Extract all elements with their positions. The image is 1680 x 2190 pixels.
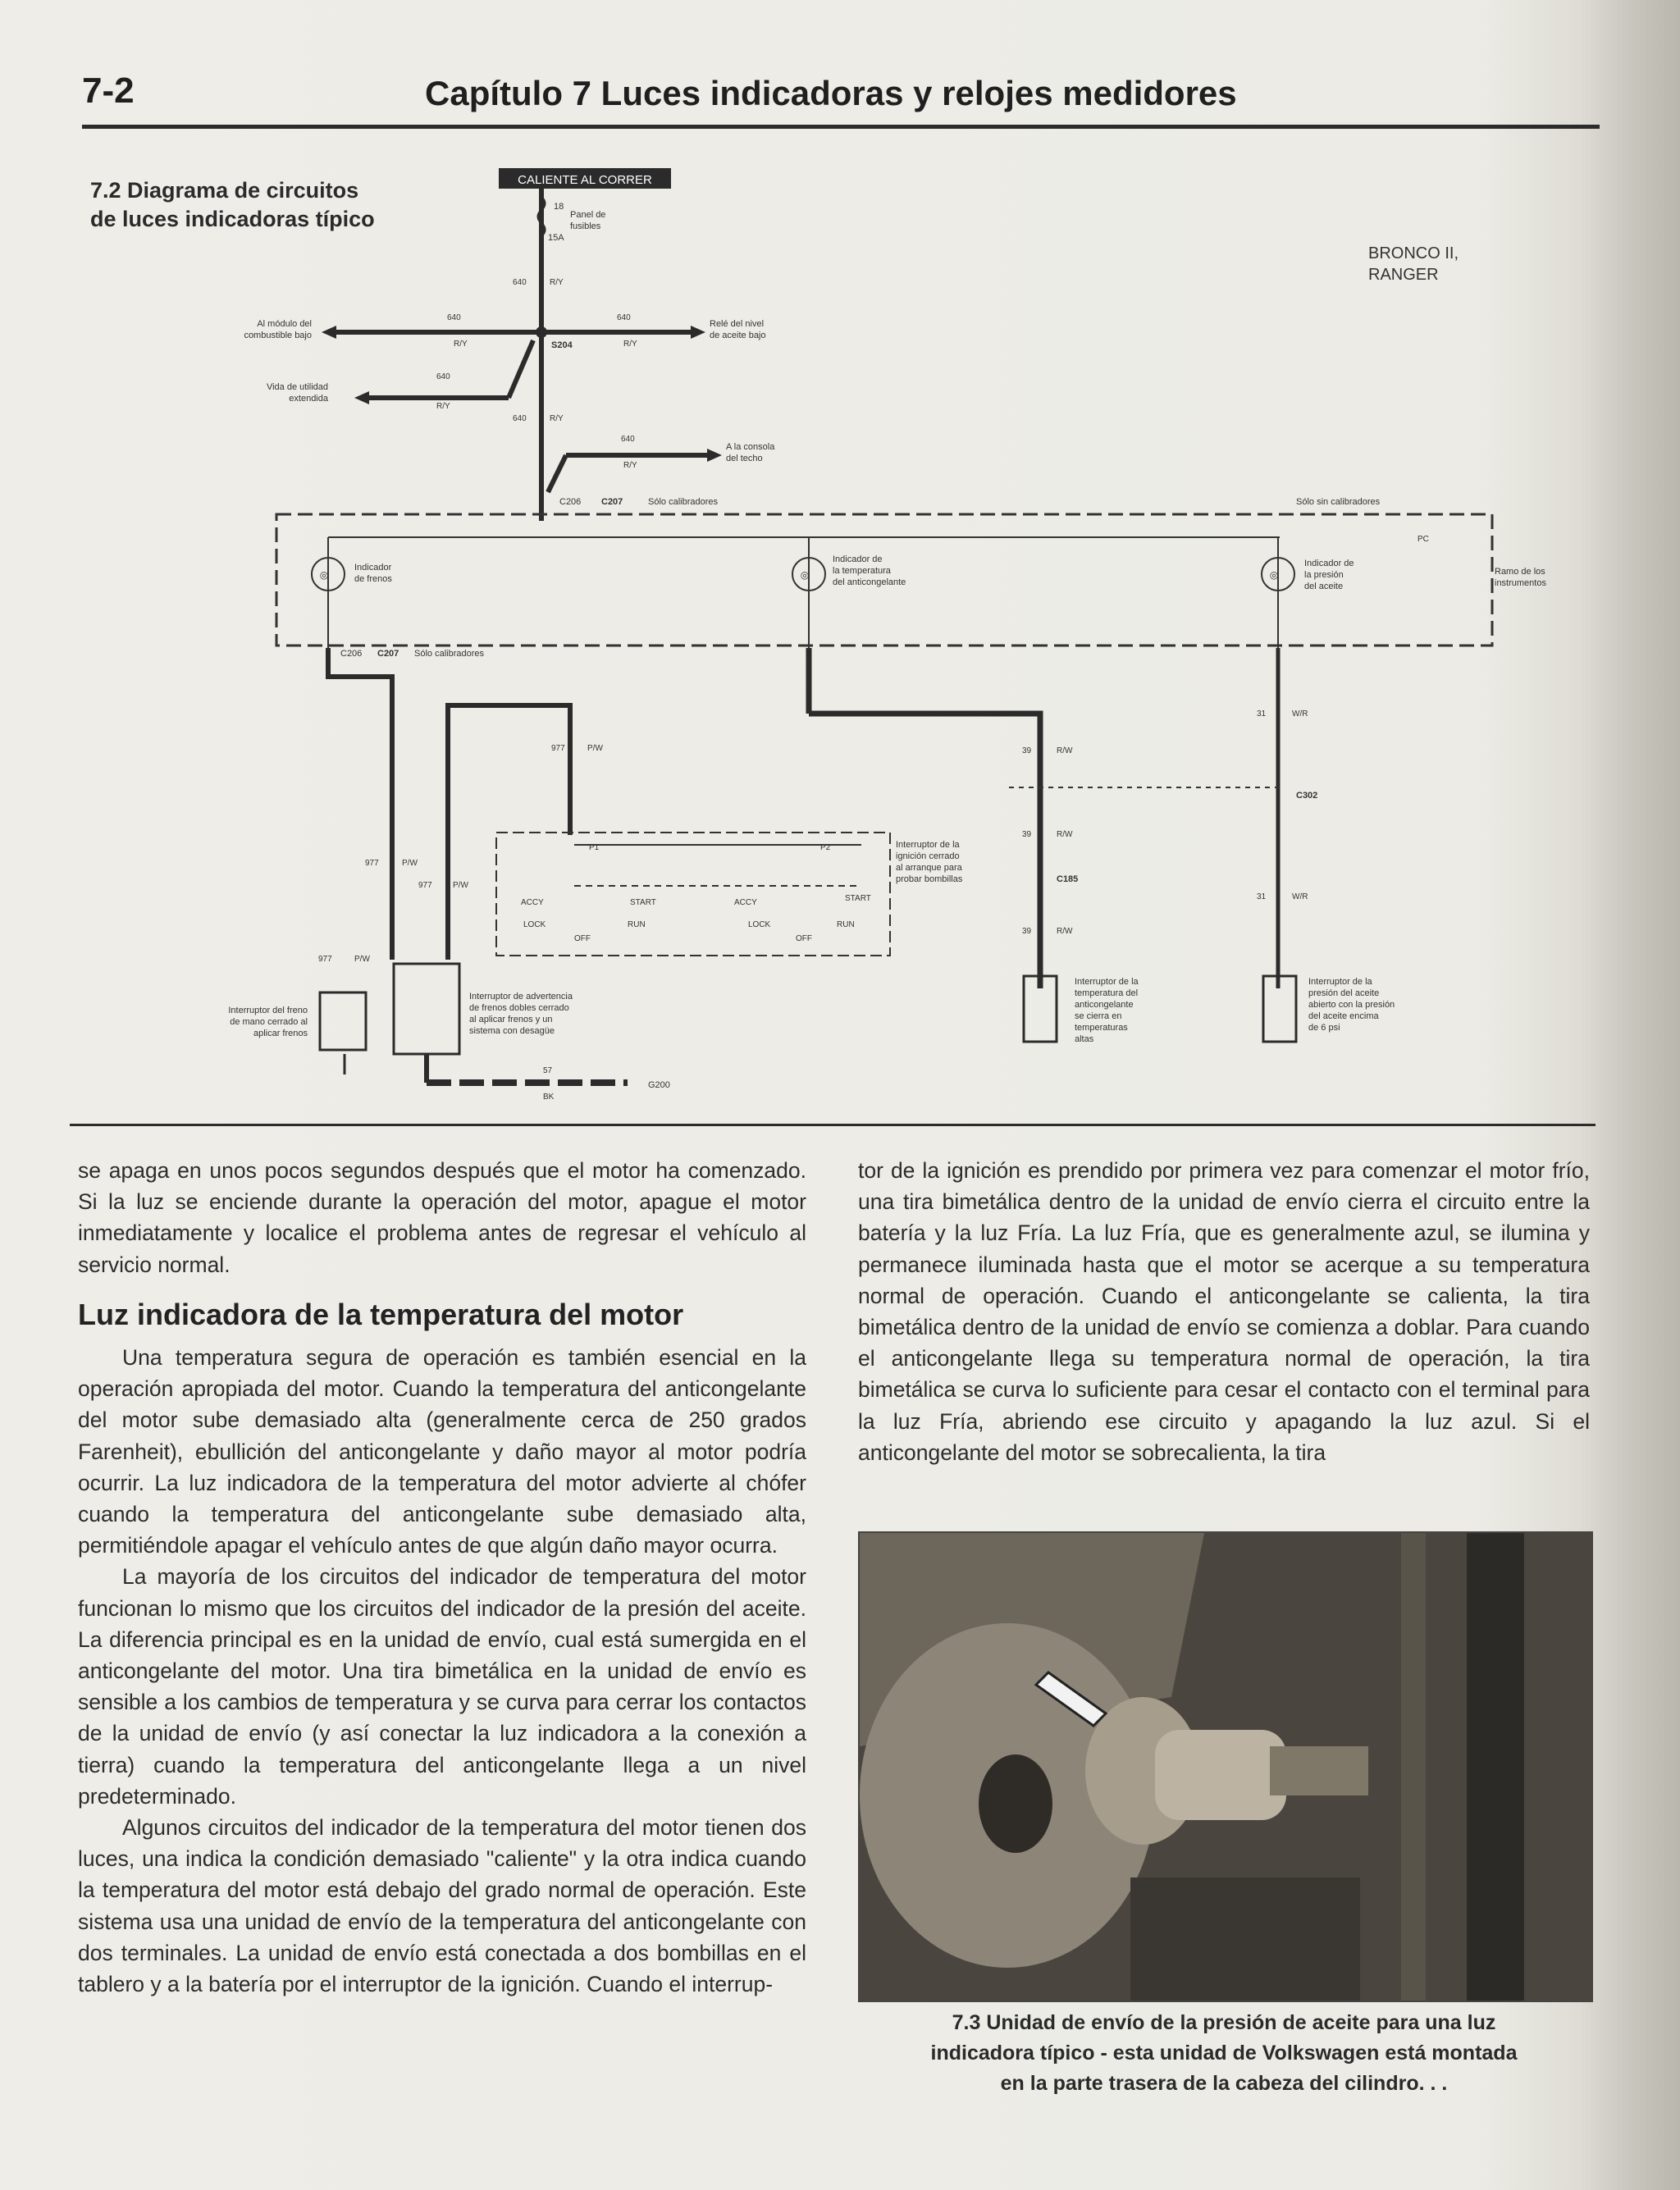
fuse-panel-line2: fusibles: [570, 221, 601, 231]
wire-pw-b: P/W: [402, 859, 418, 868]
left-paragraph-2: Una temperatura segura de operación es también esencial en la operación apropiada del motor. Cuando la temperatura del anticongelante del motor sube demasiado alta (generalmente cerca de 250 grados Farenheit), ebullición del anticongelante y daño mayor al motor podría ocurrir. La luz indicadora de la temperatura del motor advierte al chófer cuando la temperatura del anticongelante sube demasiado alta, permitiéndole apagar el vehículo antes de que algún daño mayor ocurra.: [78, 1345, 806, 1558]
only-calibrators-bottom: Sólo calibradores: [414, 649, 484, 659]
connector-c185: C185: [1057, 874, 1079, 884]
oil-switch-line2: presión del aceite: [1308, 988, 1380, 998]
oil-relay-line1: Relé del nivel: [710, 319, 765, 329]
pc-label: PC: [1418, 535, 1429, 544]
connector-c206-bottom: C206: [340, 649, 363, 659]
wire-ry-console: R/Y: [623, 461, 637, 470]
section-heading: Luz indicadora de la temperatura del motor: [78, 1298, 684, 1331]
fuse-panel-line1: Panel de: [570, 210, 606, 220]
temp-switch-line3: anticongelante: [1075, 1000, 1134, 1010]
oil-indicator-line2: la presión: [1304, 570, 1344, 580]
oil-pressure-sender-photo: [858, 1531, 1593, 2002]
right-paragraph-1: tor de la ignición es prendido por primera vez para comenzar el motor frío, una tira bimetálica dentro de la unidad de envío cierra el circuito entre la batería y la luz Fría. La luz Fría, que es generalmente azul, se ilumina y permanece iluminada hasta que el motor se acerque a su temperatura normal de operación. Cuando el anticongelante se calienta, la tira bimetálica dentro de la unidad de envío se comienza a doblar. Para cuando el anticongelante llega su temperatura normal de operación, la tira bimetálica se curva lo suficiente para cesar el contacto con el terminal para la luz Fría, abriendo ese circuito y apagando la luz azul. Si el anticongelante del motor se sobrecalienta, la tira: [858, 1158, 1590, 1465]
only-no-calibrators: Sólo sin calibradores: [1296, 497, 1381, 507]
cluster-line1: Ramo de los: [1495, 567, 1545, 577]
parking-brake-line2: de mano cerrado al: [230, 1017, 308, 1027]
figure-72-caption-line2: de luces indicadoras típico: [90, 207, 375, 231]
parking-brake-line3: aplicar frenos: [253, 1029, 308, 1038]
ignition-switch-line3: al arranque para: [896, 863, 962, 873]
switch-run-1: RUN: [628, 920, 646, 929]
switch-lock-2: LOCK: [748, 920, 771, 929]
vehicle-line2: RANGER: [1368, 266, 1439, 284]
wire-640-lower: 640: [513, 414, 527, 423]
fuse-number: 18: [554, 202, 564, 212]
switch-p1: P1: [589, 843, 600, 852]
temp-switch-line4: se cierra en: [1075, 1011, 1122, 1021]
wire-ry-ext: R/Y: [436, 402, 450, 411]
switch-start-1: START: [630, 898, 656, 907]
switch-start-2: START: [845, 894, 871, 903]
wire-39-a: 39: [1022, 746, 1032, 755]
wire-ry-lower: R/Y: [550, 414, 564, 423]
temp-bulb-icon: ◎: [800, 569, 810, 581]
wire-pw-c: P/W: [453, 881, 468, 890]
chapter-title: Capítulo 7 Luces indicadoras y relojes medidores: [425, 74, 1237, 112]
temp-indicator-line1: Indicador de: [833, 554, 883, 564]
fuse-amperage: 15A: [548, 233, 564, 243]
wire-977-b: 977: [365, 859, 379, 868]
wire-640-top: 640: [513, 278, 527, 287]
extended-life-line1: Vida de utilidad: [266, 382, 328, 392]
roof-console-line1: A la consola: [726, 442, 775, 452]
wire-640-console: 640: [621, 435, 635, 444]
wire-wr-b: W/R: [1292, 892, 1308, 901]
figure-73-caption-line1: 7.3 Unidad de envío de la presión de aceite para una luz: [952, 2011, 1496, 2034]
vehicle-line1: BRONCO II,: [1368, 244, 1459, 262]
wire-31-a: 31: [1257, 709, 1267, 719]
wire-977-a: 977: [551, 744, 565, 753]
temp-indicator-line2: la temperatura: [833, 566, 891, 576]
dual-brake-line1: Interruptor de advertencia: [469, 992, 573, 1001]
extended-life-line2: extendida: [289, 394, 328, 404]
ignition-switch-line1: Interruptor de la: [896, 840, 960, 850]
figure-73-caption-line3: en la parte trasera de la cabeza del cilindro. . .: [1000, 2072, 1448, 2095]
switch-p2: P2: [820, 843, 831, 852]
oil-relay-line2: de aceite bajo: [710, 331, 766, 340]
wire-bk: BK: [543, 1093, 555, 1102]
wire-ry-left: R/Y: [454, 340, 468, 349]
oil-switch-line3: abierto con la presión: [1308, 1000, 1395, 1010]
roof-console-line2: del techo: [726, 454, 763, 463]
wire-640-ext: 640: [436, 372, 450, 381]
wire-57: 57: [543, 1066, 553, 1075]
switch-lock-1: LOCK: [523, 920, 546, 929]
wire-ry-top: R/Y: [550, 278, 564, 287]
oil-switch-line1: Interruptor de la: [1308, 977, 1372, 987]
connector-c206-top: C206: [559, 497, 582, 507]
temp-indicator-line3: del anticongelante: [833, 577, 906, 587]
oil-switch-line5: de 6 psi: [1308, 1023, 1340, 1033]
figure-73-caption-line2: indicadora típico - esta unidad de Volkswagen está montada: [930, 2042, 1518, 2065]
wire-31-b: 31: [1257, 892, 1267, 901]
brake-indicator-line1: Indicador: [354, 563, 392, 573]
connector-c207-top: C207: [601, 497, 623, 507]
wire-rw-a: R/W: [1057, 746, 1073, 755]
parking-brake-line1: Interruptor del freno: [228, 1006, 308, 1015]
wire-977-c: 977: [418, 881, 432, 890]
temp-switch-line1: Interruptor de la: [1075, 977, 1139, 987]
wire-640-right: 640: [617, 313, 631, 322]
dual-brake-line2: de frenos dobles cerrado: [469, 1003, 569, 1013]
ignition-switch-line4: probar bombillas: [896, 874, 963, 884]
switch-accy-1: ACCY: [521, 898, 544, 907]
left-paragraph-4: Algunos circuitos del indicador de la temperatura del motor tienen dos luces, una indica la condición demasiado "caliente" y la otra indica cuando la temperatura del motor está debajo del grado normal de operación. Este sistema usa una unidad de envío de la temperatura del anticongelante con dos terminales. La unidad de envío está conectada a dos bombillas en el tablero y a la batería por el interruptor de la ignición. Cuando el interrup-: [78, 1815, 806, 1997]
oil-indicator-line1: Indicador de: [1304, 559, 1354, 568]
cluster-line2: instrumentos: [1495, 578, 1546, 588]
switch-off-2: OFF: [796, 934, 812, 943]
connector-c207-bottom: C207: [377, 649, 399, 659]
switch-off-1: OFF: [574, 934, 591, 943]
oil-indicator-line3: del aceite: [1304, 582, 1344, 591]
wire-39-b: 39: [1022, 830, 1032, 839]
oil-bulb-icon: ◎: [1269, 569, 1279, 581]
left-column: [78, 1155, 806, 1280]
brake-indicator-line2: de frenos: [354, 574, 392, 584]
fuel-module-line2: combustible bajo: [244, 331, 312, 340]
connector-c302: C302: [1296, 791, 1318, 801]
wire-ry-right: R/Y: [623, 340, 637, 349]
fuel-module-line1: Al módulo del: [257, 319, 312, 329]
temp-switch-line5: temperaturas: [1075, 1023, 1128, 1033]
dual-brake-line3: al aplicar frenos y un: [469, 1015, 553, 1024]
wire-wr-a: W/R: [1292, 709, 1308, 719]
wire-pw-a: P/W: [587, 744, 603, 753]
wire-640-left: 640: [447, 313, 461, 322]
only-calibrators-top: Sólo calibradores: [648, 497, 718, 507]
wire-39-c: 39: [1022, 927, 1032, 936]
wire-977-d: 977: [318, 955, 332, 964]
right-column: [858, 1155, 1590, 1468]
figure-73-caption: [858, 2008, 1590, 2099]
wire-pw-d: P/W: [354, 955, 370, 964]
left-paragraph-3: La mayoría de los circuitos del indicador de temperatura del motor funcionan lo mismo que los circuitos del indicador de la presión del aceite. La diferencia principal es en la unidad de envío, cual está sumergida en el anticongelante del motor. Una tira bimetálica en la unidad de envío es sensible a los cambios de temperatura y se curva para cerrar los contactos de la unidad de envío (y así conectar la luz indicadora a la conexión a tierra) cuando la temperatura del anticongelante llega a un nivel predeterminado.: [78, 1564, 806, 1809]
switch-run-2: RUN: [837, 920, 855, 929]
oil-switch-line4: del aceite encima: [1308, 1011, 1379, 1021]
photo-illustration: [860, 1533, 1591, 2001]
ground-g200: G200: [648, 1080, 670, 1090]
temp-switch-line6: altas: [1075, 1034, 1094, 1044]
figure-72-caption-line1: 7.2 Diagrama de circuitos: [90, 178, 359, 203]
figure-bottom-rule: [70, 1124, 1596, 1126]
brake-bulb-icon: ◎: [319, 569, 329, 581]
temp-switch-line2: temperatura del: [1075, 988, 1139, 998]
ignition-switch-line2: ignición cerrado: [896, 851, 960, 861]
page-number: 7-2: [82, 71, 135, 111]
wire-rw-c: R/W: [1057, 927, 1073, 936]
left-paragraph-1: se apaga en unos pocos segundos después que el motor ha comenzado. Si la luz se enciende durante la operación del motor, apague el motor inmediatamente y localice el problema antes de regresar el vehículo al servicio normal.: [78, 1158, 806, 1277]
dual-brake-line4: sistema con desagüe: [469, 1026, 555, 1036]
wire-rw-b: R/W: [1057, 830, 1073, 839]
hot-at-run-label: CALIENTE AL CORRER: [518, 173, 652, 187]
splice-s204: S204: [551, 340, 573, 350]
left-column-body: [78, 1342, 806, 2000]
switch-accy-2: ACCY: [734, 898, 757, 907]
